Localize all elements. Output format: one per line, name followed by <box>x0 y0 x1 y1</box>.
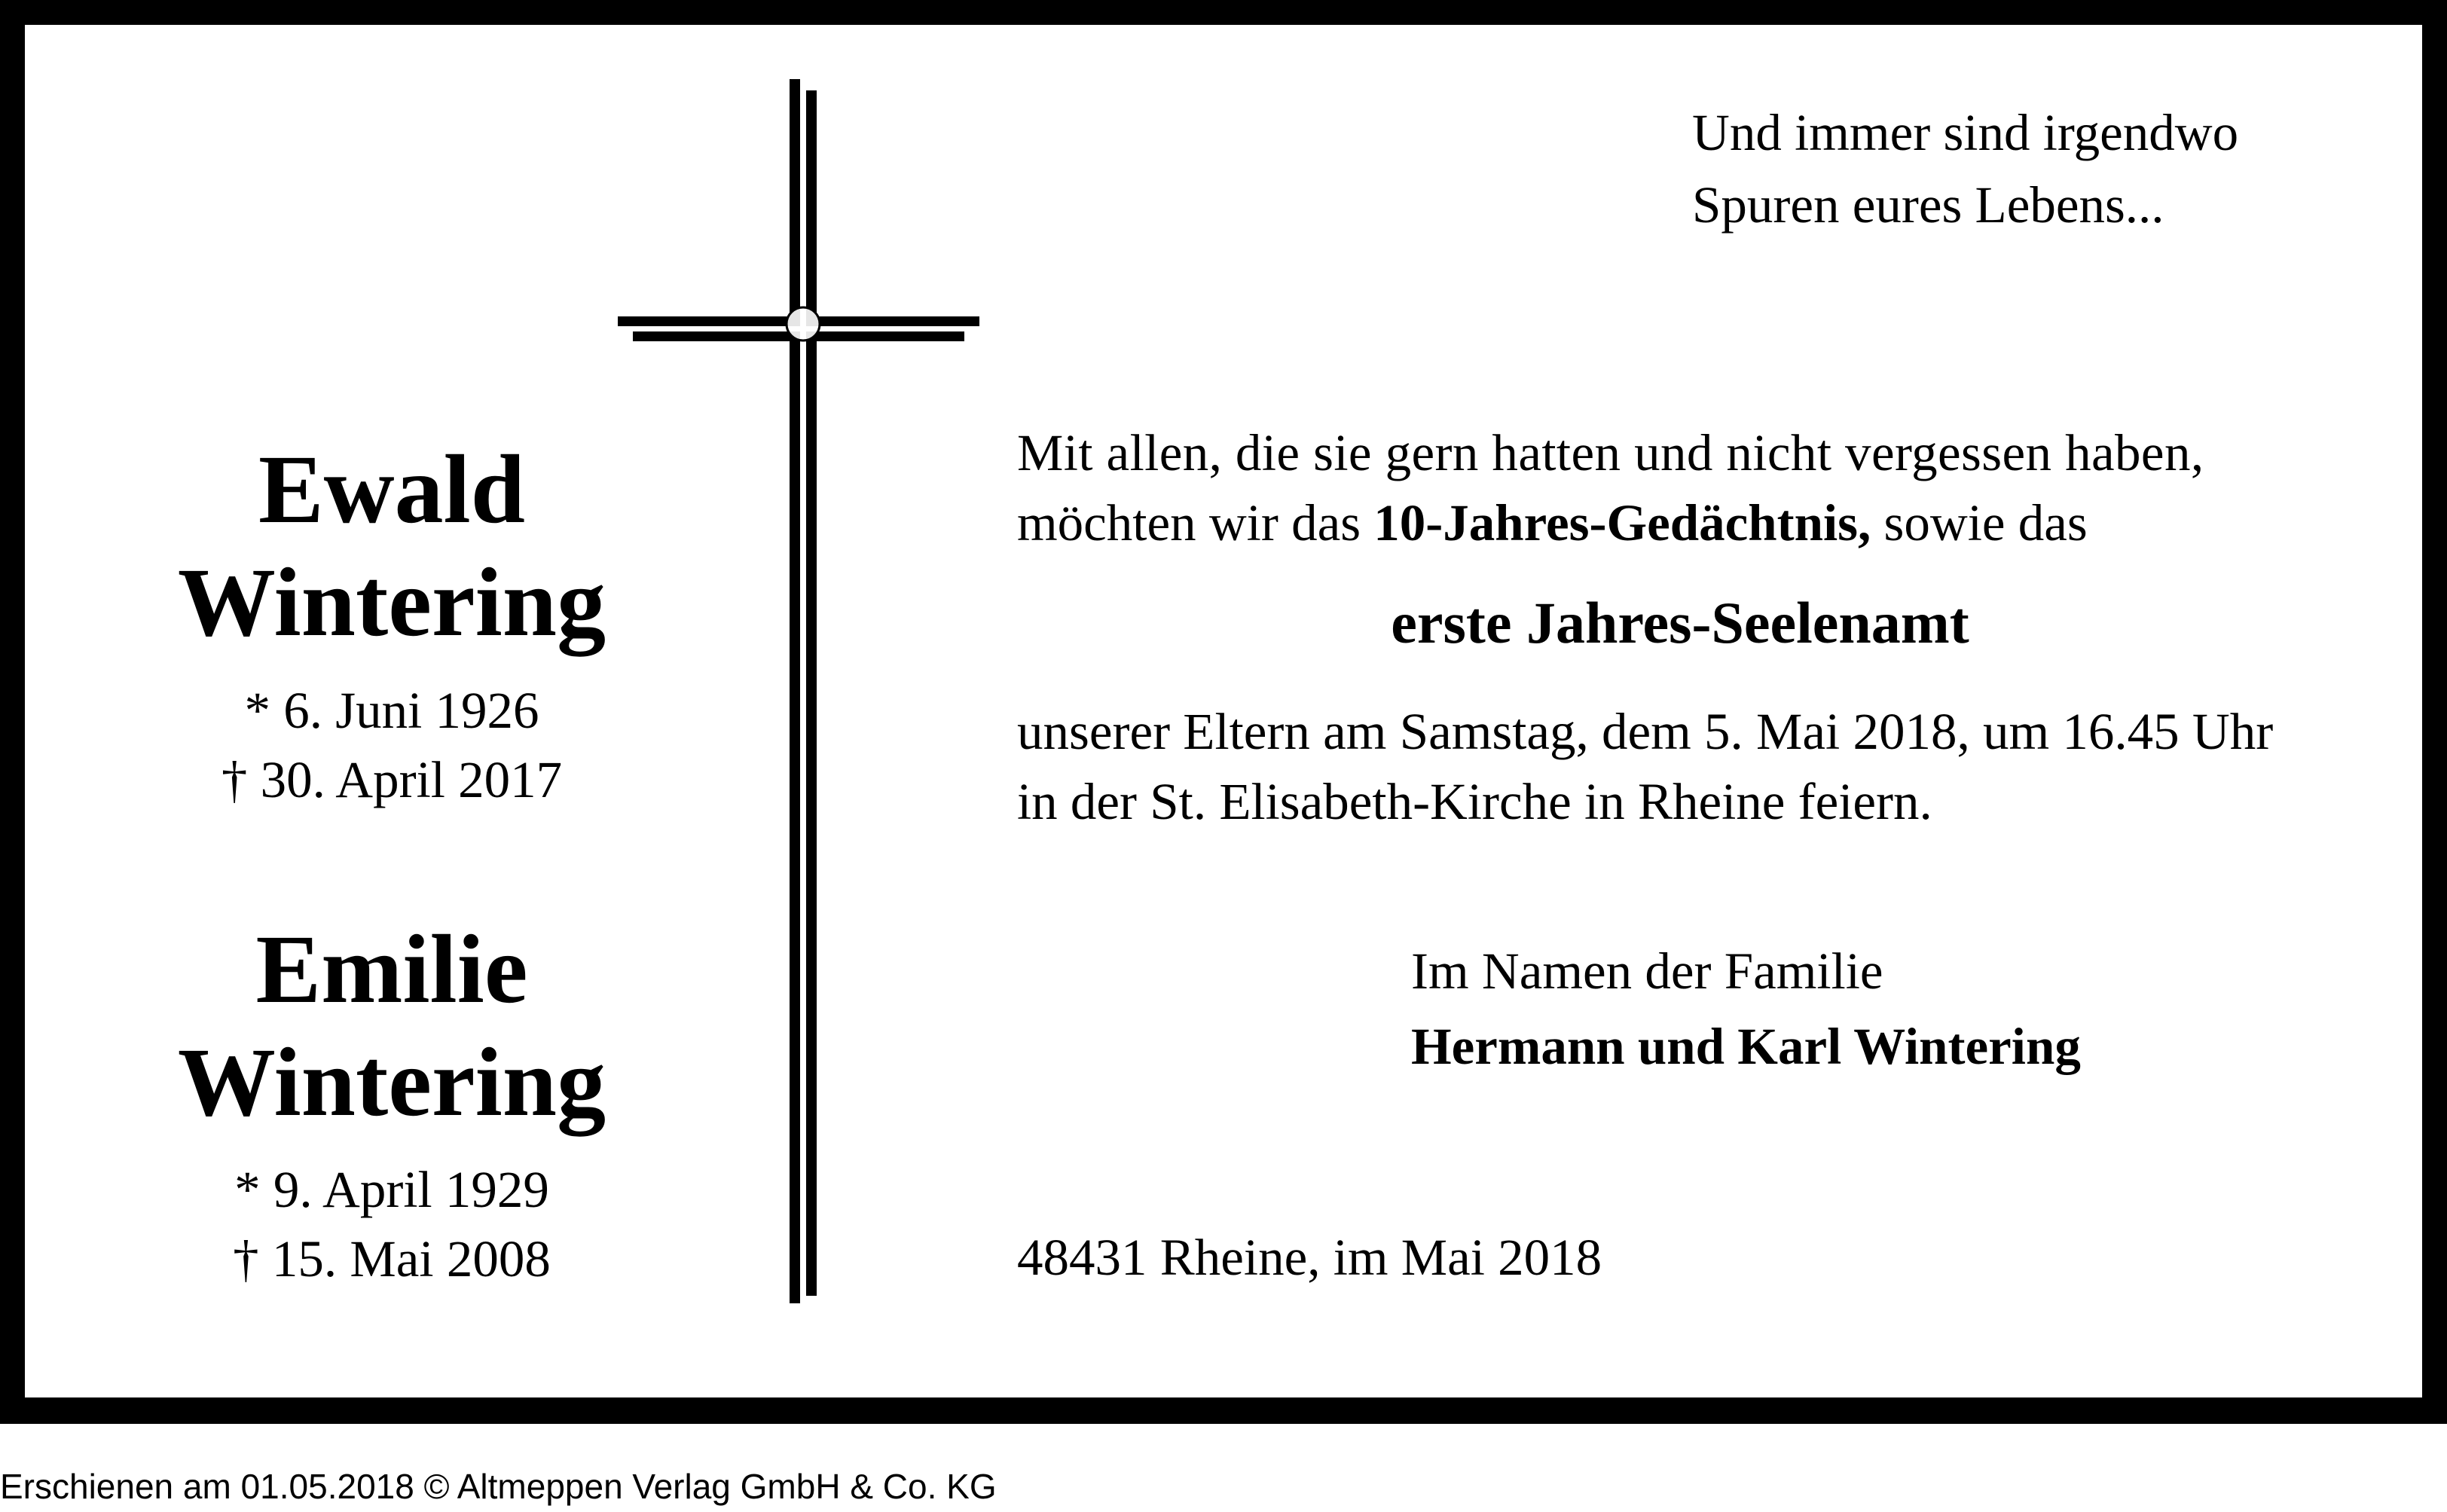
place-date: 48431 Rheine, im Mai 2018 <box>1017 1229 1602 1286</box>
publication-footer: Erschienen am 01.05.2018 © Altmeppen Verlag GmbH & Co. KG <box>0 1467 997 1506</box>
person1-last-name: Wintering <box>177 548 606 657</box>
message-line-2-pre: möchten wir das <box>1017 494 1374 551</box>
message-line-3: unserer Eltern am Samstag, dem 5. Mai 2018, um 16.45 Uhr <box>1017 703 2274 760</box>
person1-born: * 6. Juni 1926 <box>244 682 539 739</box>
person2-first-name: Emilie <box>255 915 528 1024</box>
signature-names: Hermann und Karl Wintering <box>1411 1018 2081 1075</box>
person1-first-name: Ewald <box>258 435 525 544</box>
person2-last-name: Wintering <box>177 1028 606 1137</box>
epigraph-line-1: Und immer sind irgendwo <box>1692 104 2239 161</box>
signature-intro: Im Namen der Familie <box>1411 942 1883 1000</box>
person2-born: * 9. April 1929 <box>234 1161 549 1218</box>
message-highlight: 10-Jahres-Gedächtnis, <box>1373 494 1871 551</box>
person2-died: † 15. Mai 2008 <box>233 1230 551 1287</box>
message-line-2-post: sowie das <box>1871 494 2088 551</box>
message-line-2 <box>1017 488 2088 558</box>
message-line-4: in der St. Elisabeth-Kirche in Rheine feiern. <box>1017 773 1932 830</box>
message-line-1: Mit allen, die sie gern hatten und nicht vergessen haben, <box>1017 424 2204 481</box>
person1-died: † 30. April 2017 <box>221 751 563 808</box>
epigraph-line-2: Spuren eures Lebens... <box>1692 176 2164 234</box>
message-heading: erste Jahres-Seelenamt <box>1391 590 1969 655</box>
